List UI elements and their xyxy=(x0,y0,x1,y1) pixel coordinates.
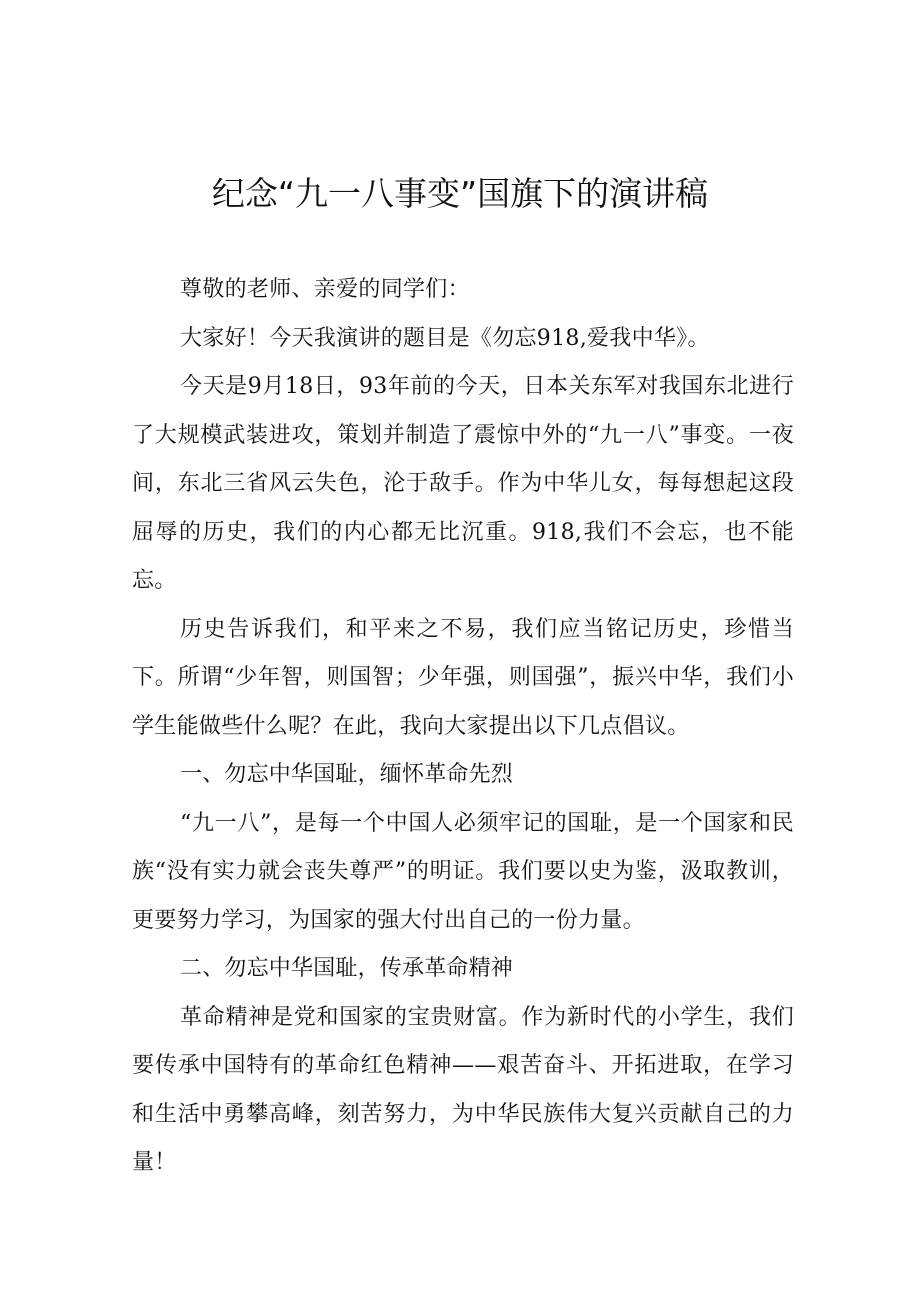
section-1-paragraph: “九一八”，是每一个中国人必须牢记的国耻，是一个国家和民族“没有实力就会丧失尊严”的明证。我们要以史为鉴，汲取教训，更要努力学习，为国家的强大付出自己的一份力量。 xyxy=(132,810,794,933)
greeting-paragraph: 尊敬的老师、亲爱的同学们： xyxy=(180,277,470,302)
proposal-paragraph: 历史告诉我们，和平来之不易，我们应当铭记历史，珍惜当下。所谓“少年智，则国智；少年强，则国强”，振兴中华，我们小学生能做些什么呢？在此，我向大家提出以下几点倡议。 xyxy=(132,616,794,739)
document-title: 纪念“九一八事变”国旗下的演讲稿 xyxy=(211,174,709,213)
history-paragraph: 今天是9月18日，93年前的今天，日本关东军对我国东北进行了大规模武装进攻，策划并制造了震惊中外的“九一八”事变。一夜间，东北三省风云失色，沦于敌手。作为中华儿女，每每想起这段屈辱的历史，我们的内心都无比沉重。918,我们不会忘，也不能忘。 xyxy=(132,374,794,593)
intro-paragraph: 大家好！今天我演讲的题目是《勿忘918,爱我中华》。 xyxy=(180,325,710,351)
section-heading-2: 二、勿忘中华国耻，传承革命精神 xyxy=(180,956,514,981)
section-2-paragraph: 革命精神是党和国家的宝贵财富。作为新时代的小学生，我们要传承中国特有的革命红色精神——艰苦奋斗、开拓进取，在学习和生活中勇攀高峰，刻苦努力，为中华民族伟大复兴贡献自己的力量！ xyxy=(132,1004,794,1175)
document-body xyxy=(132,266,794,1188)
section-heading-1: 一、勿忘中华国耻，缅怀革命先烈 xyxy=(180,762,514,787)
